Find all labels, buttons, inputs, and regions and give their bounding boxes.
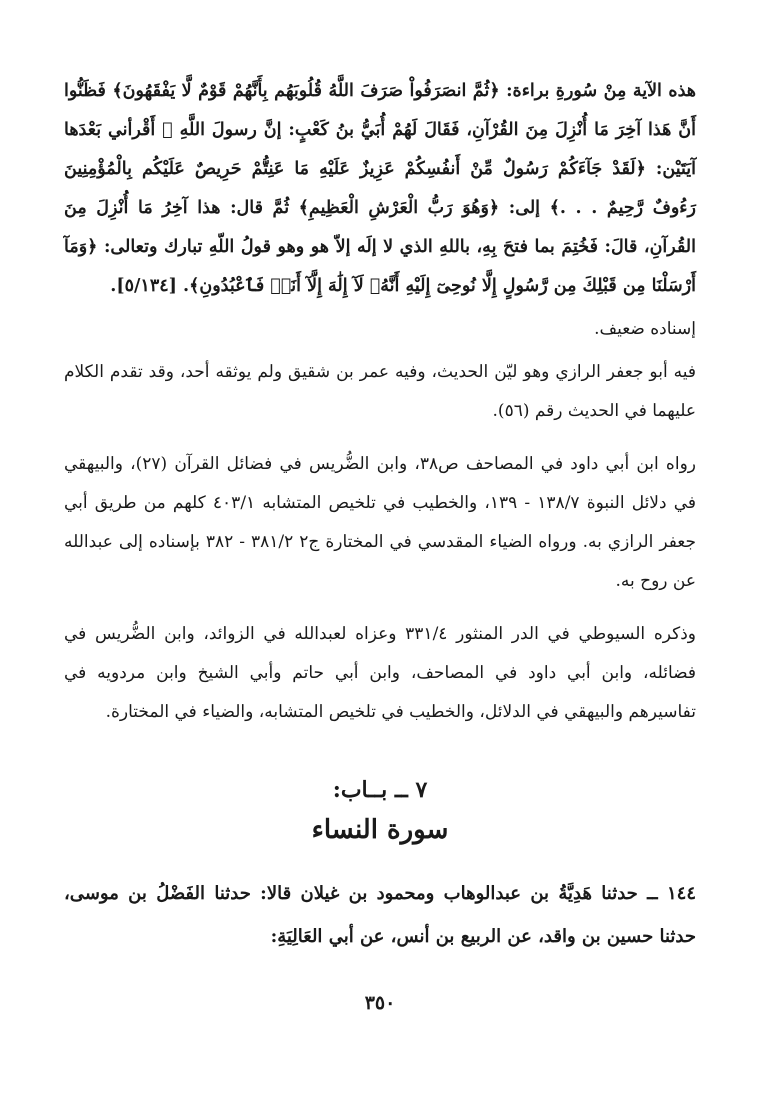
takhrij-paragraph: رواه ابن أبي داود في المصاحف ص٣٨، وابن الضُّريس في فضائل القرآن (٢٧)، والبيهقي في دلائل النبوة ١٣٨/٧ - ١٣٩، والخطيب في تلخيص المتشابه ٤٠٣/١ كلهم من طريق أبي جعفر الرازي به. ورواه الضياء المقدسي في المختارة ج٢ ٣٨١/٢ - ٣٨٢ بإسناده إلى عبدالله عن روح به. bbox=[64, 454, 697, 591]
book-page bbox=[64, 72, 696, 1038]
chapter-heading: ٧ ــ بــاب: bbox=[332, 777, 428, 803]
suyuti-attribution: وذكره السيوطي في الدر المنثور ٣٣١/٤ وعزاه لعبدالله في الزوائد، وابن الضُّريس في فضائله، وابن أبي داود في المصاحف، وابن أبي حاتم وأبي الشيخ وابن مردويه في تفاسيرهم والبيهقي في الدلائل، والخطيب في تلخيص المتشابه، والضياء في المختارة. bbox=[64, 624, 696, 722]
page-number: ٣٥٠ bbox=[364, 992, 396, 1014]
hadith-chain: ١٤٤ ــ حدثنا هَدِيَّةُ بن عبدالوهاب ومحمود بن غيلان قالا: حدثنا الفَضْلُ بن موسى، حدثنا حسين بن واقد، عن الربيع بن أنس، عن أبي العَالِيَةِ: bbox=[64, 883, 696, 947]
tafsir-paragraph: هذه الآية مِنْ سُورةِ براءة: ﴿ثُمَّ انصَرَفُواْ صَرَفَ اللَّهُ قُلُوبَهُم بِأَنَّهُمْ قَوْمٌ لَّا يَفْقَهُونَ﴾ فَظَنُّوا أَنَّ هَذا آخِرَ مَا أُنْزِلَ مِنَ القُرْآنِ، فَقَالَ لَهُمْ أُبَيُّ بنُ كَعْبٍ: إنَّ رسولَ اللَّهِ ﷺ أَقْرأني بَعْدَها آيَتَيْن: ﴿لَقَدْ جَآءَكُمْ رَسُولٌ مِّنْ أَنفُسِكُمْ عَزِيزٌ عَلَيْهِ مَا عَنِتُّمْ حَرِيصٌ عَلَيْكُم بِالْمُؤْمِنِينَ رَءُوفٌ رَّحِيمٌ . . .﴾ إلى: ﴿وَهُوَ رَبُّ الْعَرْشِ الْعَظِيمِ﴾ ثُمَّ قال: هذا آخِرُ مَا أُنْزِلَ مِنَ القُرآنِ، قالَ: فَخُتِمَ بما فتحَ بِهِ، باللهِ الذي لا إلَه إلاّ هو وهو قولُ اللّهِ تبارك وتعالى: ﴿وَمَآ أَرْسَلْنَا مِن قَبْلِكَ مِن رَّسُولٍ إِلَّا نُوحِىٓ إِلَيْهِ أَنَّهُۥ لَآ إِلَٰهَ إِلَّآ أَنَا۠ فَٱعْبُدُونِ﴾. [٥/١٣٤]. bbox=[64, 81, 697, 296]
isnad-grading: إسناده ضعيف. bbox=[594, 319, 696, 339]
narrator-criticism: فيه أبو جعفر الرازي وهو ليّن الحديث، وفيه عمر بن شقيق ولم يوثقه أحد، وقد تقدم الكلام عليهما في الحديث رقم (٥٦). bbox=[64, 362, 696, 421]
chapter-title: سورة النساء bbox=[311, 815, 449, 845]
